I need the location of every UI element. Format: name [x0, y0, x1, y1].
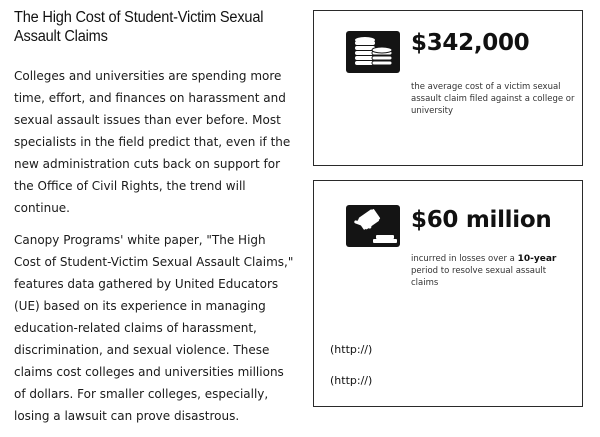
article-title: The High Cost of Student-Victim Sexual Assault Claims [14, 9, 264, 45]
stat-description [411, 253, 576, 289]
stat-card-average-cost [313, 10, 583, 166]
stat-description-pre: incurred in losses over a [411, 254, 515, 264]
stat-description: the average cost of a victim sexual assault claim filed against a college or university [411, 82, 575, 116]
stat-description-bold: 10-year [517, 254, 557, 264]
article-paragraph-intro: Colleges and universities are spending more time, effort, and finances on harassment and sexual assault issues than ever before. Most specialists in the field predict that, even if the new administration cuts back on support for the Office of Civil Rights, the trend will continue. [14, 69, 291, 215]
source-link-1[interactable]: (http://) [330, 343, 373, 356]
gavel-icon [346, 205, 400, 247]
coin-stack-icon [346, 31, 400, 73]
article-paragraph-whitepaper: Canopy Programs' white paper, "The High Cost of Student-Victim Sexual Assault Claims," features data gathered by United Educators (UE) based on its experience in managing education-related claims of harassment, discrimination, and sexual violence. These claims cost colleges and universities millions of dollars. For smaller colleges, especially, losing a lawsuit can prove disastrous. [14, 233, 294, 423]
article [14, 8, 296, 437]
source-link-2[interactable]: (http://) [330, 374, 373, 387]
stat-value: $60 million [411, 207, 552, 233]
stat-card-total-losses [313, 180, 583, 407]
stat-description-post: period to resolve sexual assault claims [411, 266, 547, 288]
stat-value: $342,000 [411, 30, 530, 56]
